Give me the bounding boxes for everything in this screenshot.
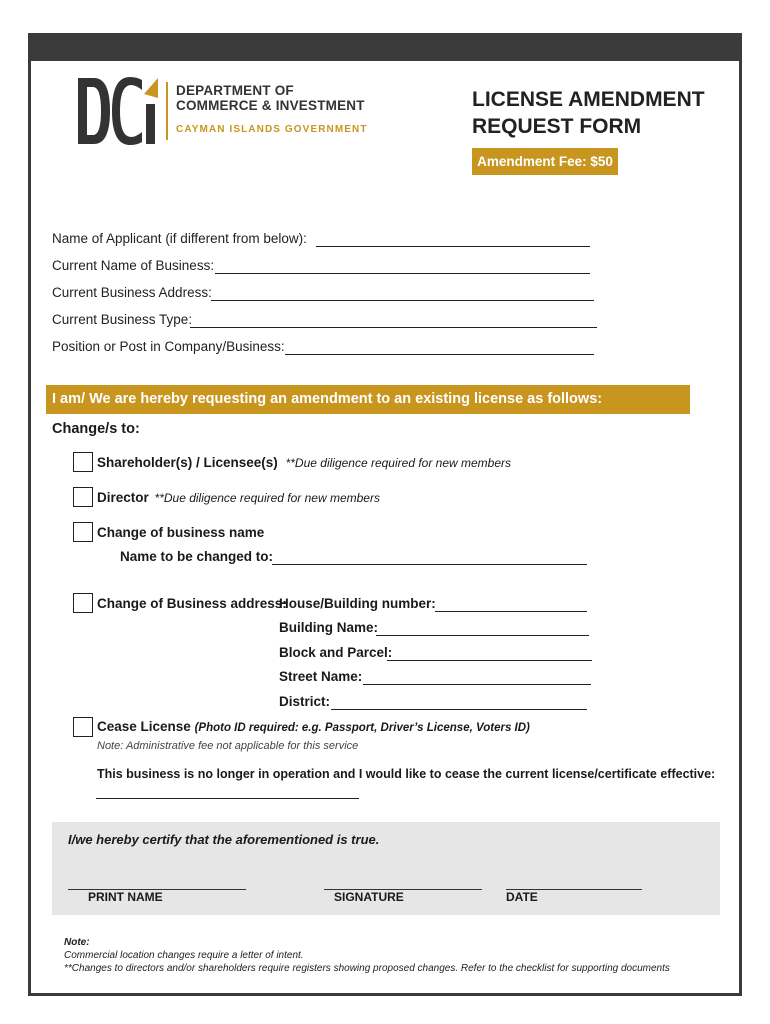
signature-label: SIGNATURE: [334, 890, 404, 904]
shareholders-note: **Due diligence required for new members: [285, 456, 512, 470]
business-name-checkbox[interactable]: [73, 522, 93, 542]
fee-badge: Amendment Fee: $50: [472, 148, 618, 175]
position-field: Position or Post in Company/Business:: [52, 339, 285, 354]
business-name-field: Current Name of Business:: [52, 258, 215, 273]
business-address-option: Change of Business address:: [97, 596, 287, 611]
cease-license-checkbox[interactable]: [73, 717, 93, 737]
director-label: Director: [97, 490, 149, 505]
admin-fee-note: Note: Administrative fee not applicable for this service: [97, 740, 359, 752]
new-name-label: Name to be changed to:: [120, 549, 274, 564]
title-line-1: LICENSE AMENDMENT: [472, 88, 705, 111]
form-title: [472, 86, 705, 140]
shareholders-option: [97, 455, 511, 470]
footer-note-heading: Note:: [64, 937, 90, 948]
cease-date-input[interactable]: [96, 798, 359, 799]
government-name: CAYMAN ISLANDS GOVERNMENT: [176, 124, 368, 135]
cease-license-option: [97, 719, 530, 734]
print-name-label: PRINT NAME: [88, 890, 163, 904]
title-line-2: REQUEST FORM: [472, 115, 642, 138]
director-option: [97, 490, 380, 505]
house-number-input[interactable]: [435, 611, 587, 612]
business-type-field: Current Business Type:: [52, 312, 193, 327]
dci-logo: [76, 76, 160, 146]
cease-statement: This business is no longer in operation and I would like to cease the current license/certificate effective:: [97, 767, 716, 781]
new-name-input[interactable]: [272, 564, 587, 565]
request-banner: I am/ We are hereby requesting an amendment to an existing license as follows:: [46, 385, 690, 414]
director-note: **Due diligence required for new members: [154, 491, 380, 505]
business-name-option: Change of business name: [97, 525, 265, 540]
district-label: District:: [279, 694, 331, 709]
district-input[interactable]: [331, 709, 587, 710]
logo-divider: [166, 82, 168, 140]
applicant-name-input[interactable]: [316, 246, 590, 247]
business-name-input[interactable]: [215, 273, 590, 274]
footer-note-line-1: Commercial location changes require a letter of intent.: [64, 950, 304, 961]
date-label: DATE: [506, 890, 538, 904]
business-address-field: Current Business Address:: [52, 285, 212, 300]
dept-line-1: DEPARTMENT OF: [176, 83, 294, 98]
shareholders-label: Shareholder(s) / Licensee(s): [97, 455, 278, 470]
cease-license-label: Cease License: [97, 719, 191, 734]
position-input[interactable]: [285, 354, 594, 355]
block-parcel-label: Block and Parcel:: [279, 645, 393, 660]
building-name-input[interactable]: [376, 635, 589, 636]
director-checkbox[interactable]: [73, 487, 93, 507]
block-parcel-input[interactable]: [387, 660, 592, 661]
house-number-label: House/Building number:: [279, 596, 436, 611]
business-address-input[interactable]: [211, 300, 594, 301]
street-name-input[interactable]: [363, 684, 591, 685]
changes-to-heading: Change/s to:: [52, 421, 140, 437]
business-address-checkbox[interactable]: [73, 593, 93, 613]
certification-text: I/we hereby certify that the aforementioned is true.: [68, 832, 380, 847]
street-name-label: Street Name:: [279, 669, 363, 684]
business-type-input[interactable]: [190, 327, 597, 328]
department-name: [176, 83, 365, 113]
photo-id-note: (Photo ID required: e.g. Passport, Driver’s License, Voters ID): [194, 722, 530, 734]
dept-line-2: COMMERCE & INVESTMENT: [176, 98, 365, 113]
shareholders-checkbox[interactable]: [73, 452, 93, 472]
applicant-name-field: Name of Applicant (if different from below):: [52, 231, 307, 246]
building-name-label: Building Name:: [279, 620, 379, 635]
footer-note-line-2: **Changes to directors and/or shareholders require registers showing proposed changes. Refer to the checklist for supporting documents: [64, 963, 670, 974]
